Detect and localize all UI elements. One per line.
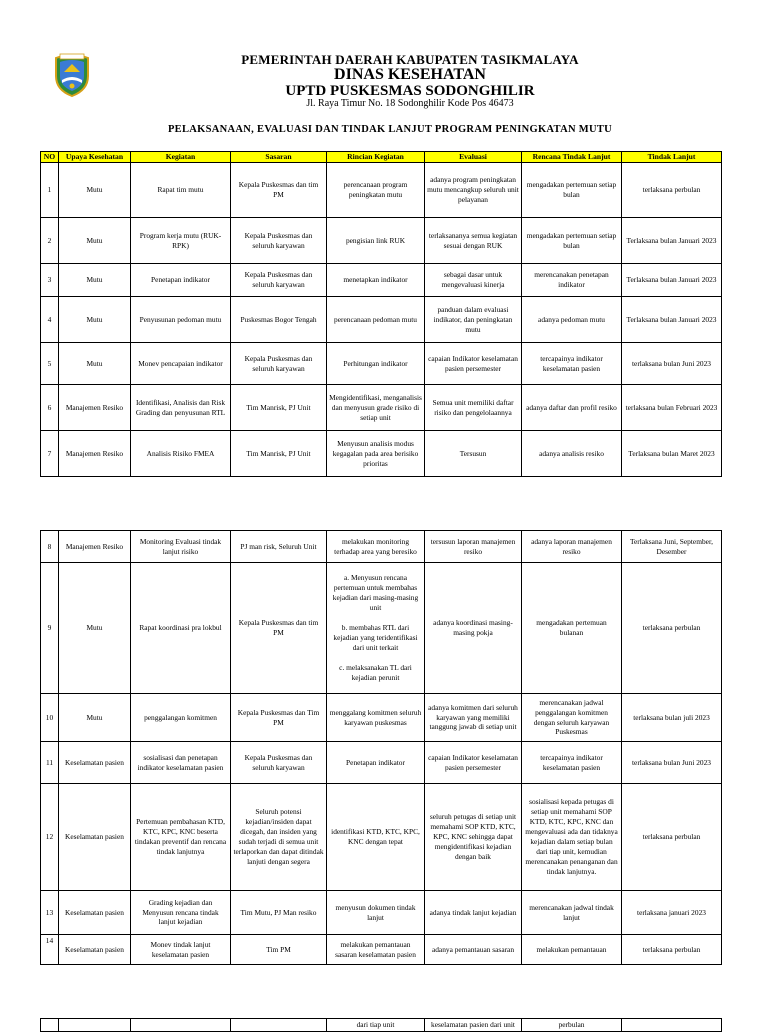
- row-rencana: merencanakan jadwal penggalangan komitmen dengan seluruh karyawan Puskesmas: [522, 694, 622, 742]
- row-tindak: Terlaksana bulan Januari 2023: [622, 218, 722, 264]
- table-row: [41, 385, 722, 431]
- row-no: 13: [41, 891, 59, 935]
- row-upaya: Keselamatan pasien: [59, 935, 131, 965]
- row-rincian: perencanaan pedoman mutu: [327, 297, 425, 343]
- col-header-tindak: Tindak Lanjut: [622, 152, 722, 163]
- row-upaya: Manajemen Resiko: [59, 531, 131, 563]
- row-sasaran: Kepala Puskesmas dan seluruh karyawan: [231, 264, 327, 297]
- col-header-evaluasi: Evaluasi: [425, 152, 522, 163]
- government-name: PEMERINTAH DAERAH KABUPATEN TASIKMALAYA: [241, 52, 579, 67]
- table-row: [41, 218, 722, 264]
- row-kegiatan: Penyusunan pedoman mutu: [131, 297, 231, 343]
- table-row: [41, 784, 722, 891]
- row-sasaran: Kepala Puskesmas dan seluruh karyawan: [231, 218, 327, 264]
- row-upaya: [59, 1019, 131, 1032]
- row-sasaran: Kepala Puskesmas dan tim PM: [231, 563, 327, 694]
- row-no: 9: [41, 563, 59, 694]
- row-no: 3: [41, 264, 59, 297]
- row-rincian: melakukan monitoring terhadap area yang beresiko: [327, 531, 425, 563]
- row-tindak: terlaksana perbulan: [622, 935, 722, 965]
- row-upaya: Mutu: [59, 297, 131, 343]
- row-upaya: Mutu: [59, 264, 131, 297]
- row-rencana: perbulan: [522, 1019, 622, 1032]
- row-tindak: terlaksana januari 2023: [622, 891, 722, 935]
- row-sasaran: Kepala Puskesmas dan seluruh karyawan: [231, 742, 327, 784]
- row-kegiatan: [131, 1019, 231, 1032]
- row-evaluasi: adanya tindak lanjut kejadian: [425, 891, 522, 935]
- row-kegiatan: Rapat tim mutu: [131, 163, 231, 218]
- col-header-sasaran: Sasaran: [231, 152, 327, 163]
- row-no: 11: [41, 742, 59, 784]
- row-kegiatan: Program kerja mutu (RUK-RPK): [131, 218, 231, 264]
- row-rincian: dari tiap unit: [327, 1019, 425, 1032]
- row-evaluasi: adanya pemantauan sasaran: [425, 935, 522, 965]
- table-header-row: [41, 152, 722, 163]
- row-evaluasi: terlaksananya semua kegiatan sesuai dengan RUK: [425, 218, 522, 264]
- row-tindak: terlaksana bulan Juni 2023: [622, 742, 722, 784]
- table-row: [41, 891, 722, 935]
- row-tindak: Terlaksana bulan Maret 2023: [622, 431, 722, 477]
- unit-name: UPTD PUSKESMAS SODONGHILIR: [285, 83, 535, 99]
- row-no: 8: [41, 531, 59, 563]
- row-evaluasi: adanya program peningkatan mutu mencangkup seluruh unit pelayanan: [425, 163, 522, 218]
- table-row: [41, 431, 722, 477]
- row-rencana: mengadakan pertemuan bulanan: [522, 563, 622, 694]
- row-evaluasi: adanya komitmen dari seluruh karyawan yang memiliki tanggung jawab di setiap unit: [425, 694, 522, 742]
- row-upaya: Mutu: [59, 694, 131, 742]
- row-rencana: adanya laporan manajemen resiko: [522, 531, 622, 563]
- row-upaya: Keselamatan pasien: [59, 891, 131, 935]
- row-tindak: Terlaksana bulan Januari 2023: [622, 264, 722, 297]
- row-sasaran: Puskesmas Bogor Tengah: [231, 297, 327, 343]
- row-rincian: Perhitungan indikator: [327, 343, 425, 385]
- row-rincian: melakukan pemantauan sasaran keselamatan pasien: [327, 935, 425, 965]
- table-row: [41, 343, 722, 385]
- row-rincian: Menyusun analisis modus kegagalan pada area berisiko prioritas: [327, 431, 425, 477]
- quality-program-table-page-3-fragment: [40, 1018, 722, 1032]
- col-header-rencana: Rencana Tindak Lanjut: [522, 152, 622, 163]
- row-evaluasi: keselamatan pasien dari unit: [425, 1019, 522, 1032]
- row-rencana: merencanakan penetapan indikator: [522, 264, 622, 297]
- row-rincian: identifikasi KTD, KTC, KPC, KNC dengan tepat: [327, 784, 425, 891]
- row-rincian: menyusun dokumen tindak lanjut: [327, 891, 425, 935]
- table-row: [41, 531, 722, 563]
- row-tindak: terlaksana perbulan: [622, 163, 722, 218]
- row-upaya: Mutu: [59, 563, 131, 694]
- row-no: [41, 1019, 59, 1032]
- row-evaluasi: seluruh petugas di setiap unit memahami SOP KTD, KTC, KPC, KNC sehingga dapat mengidentifikasi kejadian dengan baik: [425, 784, 522, 891]
- row-kegiatan: Pertemuan pembahasan KTD, KTC, KPC, KNC beserta tindakan preventif dan rencana tindak lanjutnya: [131, 784, 231, 891]
- row-no: 14: [41, 935, 59, 965]
- row-no: 7: [41, 431, 59, 477]
- row-sasaran: Tim Manrisk, PJ Unit: [231, 431, 327, 477]
- table-row: [41, 1019, 722, 1032]
- row-tindak: Terlaksana Juni, September, Desember: [622, 531, 722, 563]
- row-tindak: terlaksana bulan Februari 2023: [622, 385, 722, 431]
- row-no: 4: [41, 297, 59, 343]
- quality-program-table-page-1: [40, 151, 722, 477]
- row-kegiatan: sosialisasi dan penetapan indikator keselamatan pasien: [131, 742, 231, 784]
- row-rencana: sosialisasi kepada petugas di setiap unit memahami SOP KTD, KTC, KPC, KNC dan mengevaluasi ada dan tidaknya kejadian dalam setiap bulan dari tiap unit, kemudian merencanakan penanganan dan tindak lanjutnya.: [522, 784, 622, 891]
- row-sasaran: Kepala Puskesmas dan tim PM: [231, 163, 327, 218]
- col-header-no: NO: [41, 152, 59, 163]
- row-tindak: [622, 1019, 722, 1032]
- row-kegiatan: Monitoring Evaluasi tindak lanjut risiko: [131, 531, 231, 563]
- row-rincian: Mengidentifikasi, menganalisis dan menyusun grade risiko di setiap unit: [327, 385, 425, 431]
- row-rencana: adanya daftar dan profil resiko: [522, 385, 622, 431]
- table-row: [41, 742, 722, 784]
- row-upaya: Mutu: [59, 218, 131, 264]
- row-tindak: terlaksana bulan Juni 2023: [622, 343, 722, 385]
- row-evaluasi: panduan dalam evaluasi indikator, dan peningkatan mutu: [425, 297, 522, 343]
- row-evaluasi: capaian Indikator keselamatan pasien persemester: [425, 343, 522, 385]
- row-evaluasi: capaian Indikator keselamatan pasien persemester: [425, 742, 522, 784]
- row-tindak: Terlaksana bulan Januari 2023: [622, 297, 722, 343]
- row-upaya: Keselamatan pasien: [59, 742, 131, 784]
- row-evaluasi: Tersusun: [425, 431, 522, 477]
- table-row: [41, 935, 722, 965]
- row-rencana: mengadakan pertemuan setiap bulan: [522, 163, 622, 218]
- row-tindak: terlaksana perbulan: [622, 784, 722, 891]
- table-row: [41, 563, 722, 694]
- row-sasaran: Kepala Puskesmas dan seluruh karyawan: [231, 343, 327, 385]
- row-kegiatan: Analisis Risiko FMEA: [131, 431, 231, 477]
- row-upaya: Manajemen Resiko: [59, 431, 131, 477]
- row-sasaran: PJ man risk, Seluruh Unit: [231, 531, 327, 563]
- row-no: 6: [41, 385, 59, 431]
- row-kegiatan: Monev pencapaian indikator: [131, 343, 231, 385]
- agency-name: DINAS KESEHATAN: [334, 66, 486, 83]
- letterhead: [0, 0, 768, 120]
- row-evaluasi: tersusun laporan manajemen resiko: [425, 531, 522, 563]
- document-title: PELAKSANAAN, EVALUASI DAN TINDAK LANJUT PROGRAM PENINGKATAN MUTU: [167, 124, 613, 135]
- col-header-upaya: Upaya Kesehatan: [59, 152, 131, 163]
- row-no: 10: [41, 694, 59, 742]
- row-rencana: melakukan pemantauan: [522, 935, 622, 965]
- row-rincian: pengisian link RUK: [327, 218, 425, 264]
- tasikmalaya-regency-crest-icon: [50, 50, 94, 98]
- address: Jl. Raya Timur No. 18 Sodonghilir Kode Pos 46473: [306, 98, 514, 109]
- row-upaya: Manajemen Resiko: [59, 385, 131, 431]
- row-upaya: Mutu: [59, 163, 131, 218]
- table-row: [41, 297, 722, 343]
- row-kegiatan: Penetapan indikator: [131, 264, 231, 297]
- row-rencana: adanya pedoman mutu: [522, 297, 622, 343]
- row-kegiatan: Grading kejadian dan Menyusun rencana tindak lanjut kejadian: [131, 891, 231, 935]
- row-rincian: menetapkan indikator: [327, 264, 425, 297]
- row-rencana: adanya analisis resiko: [522, 431, 622, 477]
- row-kegiatan: Rapat koordinasi pra lokbul: [131, 563, 231, 694]
- row-rincian: a. Menyusun rencana pertemuan untuk membahas kejadian dari masing-masing unit b. membahas RTL dari kejadian yang teridentifikasi dari unit terkait c. melaksanakan TL dari kejadian perunit: [327, 563, 425, 694]
- row-tindak: terlaksana bulan juli 2023: [622, 694, 722, 742]
- col-header-kegiatan: Kegiatan: [131, 152, 231, 163]
- row-sasaran: Tim PM: [231, 935, 327, 965]
- row-sasaran: Tim Mutu, PJ Man resiko: [231, 891, 327, 935]
- row-no: 2: [41, 218, 59, 264]
- row-rincian: menggalang komitmen seluruh karyawan puskesmas: [327, 694, 425, 742]
- col-header-rincian: Rincian Kegiatan: [327, 152, 425, 163]
- row-upaya: Mutu: [59, 343, 131, 385]
- row-evaluasi: Semua unit memiliki daftar risiko dan pengelolaannya: [425, 385, 522, 431]
- row-sasaran: Tim Manrisk, PJ Unit: [231, 385, 327, 431]
- row-rencana: merencanakan jadwal tindak lanjut: [522, 891, 622, 935]
- row-rencana: tercapainya indikator keselamatan pasien: [522, 742, 622, 784]
- row-no: 1: [41, 163, 59, 218]
- row-kegiatan: Monev tindak lanjut keselamatan pasien: [131, 935, 231, 965]
- table-row: [41, 163, 722, 218]
- row-sasaran: Kepala Puskesmas dan Tim PM: [231, 694, 327, 742]
- row-kegiatan: penggalangan komitmen: [131, 694, 231, 742]
- row-rencana: mengadakan pertemuan setiap bulan: [522, 218, 622, 264]
- row-evaluasi: sebagai dasar untuk mengevaluasi kinerja: [425, 264, 522, 297]
- table-row: [41, 694, 722, 742]
- row-no: 12: [41, 784, 59, 891]
- row-rincian: Penetapan indikator: [327, 742, 425, 784]
- row-rencana: tercapainya indikator keselamatan pasien: [522, 343, 622, 385]
- table-row: [41, 264, 722, 297]
- row-upaya: Keselamatan pasien: [59, 784, 131, 891]
- row-sasaran: Seluruh potensi kejadian/insiden dapat dicegah, dan insiden yang sudah terjadi di semua unit terlaporkan dan dapat ditindak lanjuti dengan segera: [231, 784, 327, 891]
- row-sasaran: [231, 1019, 327, 1032]
- row-tindak: terlaksana perbulan: [622, 563, 722, 694]
- row-kegiatan: Identifikasi, Analisis dan Risk Grading dan penyusunan RTL: [131, 385, 231, 431]
- row-evaluasi: adanya koordinasi masing-masing pokja: [425, 563, 522, 694]
- quality-program-table-page-2: [40, 530, 722, 965]
- row-rincian: perencanaan program peningkatan mutu: [327, 163, 425, 218]
- row-no: 5: [41, 343, 59, 385]
